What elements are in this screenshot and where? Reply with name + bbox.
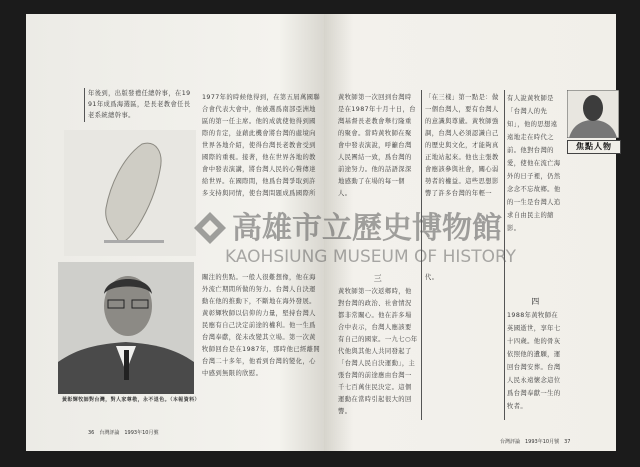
watermark-chinese: 高雄市立歷史博物館 [232,211,502,246]
left-page-footer: 36 台灣評論 1993年10月號 [88,430,159,436]
column3b-text: 1988年黃牧師在英國逝世，享年七十四歲。他的骨灰依照他的遺願，運回台灣安葬。台灣人民永遠懷念這位爲台灣奉獻一生的牧者。 [507,312,561,410]
museum-logo-icon [192,210,228,246]
section-heading-3: 三 [373,274,383,283]
right-page-footer: 台灣評論 1993年10月號 37 [500,439,571,445]
divider [84,88,85,122]
column1b-text: 黃牧師第一次返鄉時，他對台灣的政治、社會情況都非常關心。他在許多場合中表示，台灣人應該要有自己的國家。一九七○年代他與其他人共同發起了「台灣人民自決運動」，主張台灣的前途應由台灣一千七百萬住民決定。這個運動在當時引起很大的回響。 [338,288,418,415]
section-heading-4: 四 [531,297,540,306]
column1-text: 黃牧師第一次回到台灣時是在1987年十月十日，台灣基督長老教會舉行隆重的聚會。當時黃牧師在聚會中發表演說，呼籲台灣人民團結一致，爲台灣的前途努力。他的話語深深地感動了在場的每一個人。 [338,94,416,197]
photo-caption: 黃彰輝牧師對台灣，對人家尊敬，永不退色。（本報資料） [62,397,200,403]
watermark-english: KAOHSIUNG MUSEUM OF HISTORY [225,247,517,267]
focus-person-label: 焦點人物 [567,140,621,154]
left-column-text: 1977年的時候他得到，在第五屆萬國聯合會代表大會中，他被選爲南部亞洲地區的第一任主席。他的成就使他得到國際的肯定，並藉此機會將台灣的處境向世界各地介紹，使得台灣長老教會受到國際的重視。接著，他在世界各地的教會中發表演講，將台灣人民的心聲傳達給世界。在國際間，他爲台灣爭取到許多支持與同情，使台灣問題成爲國際所關注的焦點。一般人很難想像，他在海外流亡期間所做的努力。台灣人自決運動在他的推動下，不斷地在海外發展。黃彰輝牧師以信仰的力量，堅持台灣人民應有自己決定前途的權利。他一生爲台灣奉獻，從未改變其立場。第一次黃牧師回台是在1987年，那時他已經離開台灣二十多年，他看到台灣的變化，心中感到無限的欣慰。 [202,94,321,377]
portrait-photo [58,262,194,394]
focus-portrait [567,90,619,138]
taiwan-map-image [64,130,196,256]
column2-text: 「在三樣」第一點是：做一個台灣人，要有台灣人的意識與尊嚴。黃牧師強調，台灣人必須認識自己的歷史與文化，才能夠真正地站起來。他也主張教會應該參與社會，關心弱勢者的權益。這些思想影響了許多台灣的年輕一代。 [425,94,499,281]
intro-text: 年後到，出版發禮任總幹事，在1991年成爲海選區，是長老教會任長老系統總幹事。 [88,90,191,119]
column3-text: 有人說黃牧師是「台灣人的先知」，他的思想遠遠地走在時代之前。他對台灣的愛，使他在流亡海外的日子裡，仍然念念不忘故鄉。他的一生是台灣人追求自由民主的縮影。 [507,95,561,232]
